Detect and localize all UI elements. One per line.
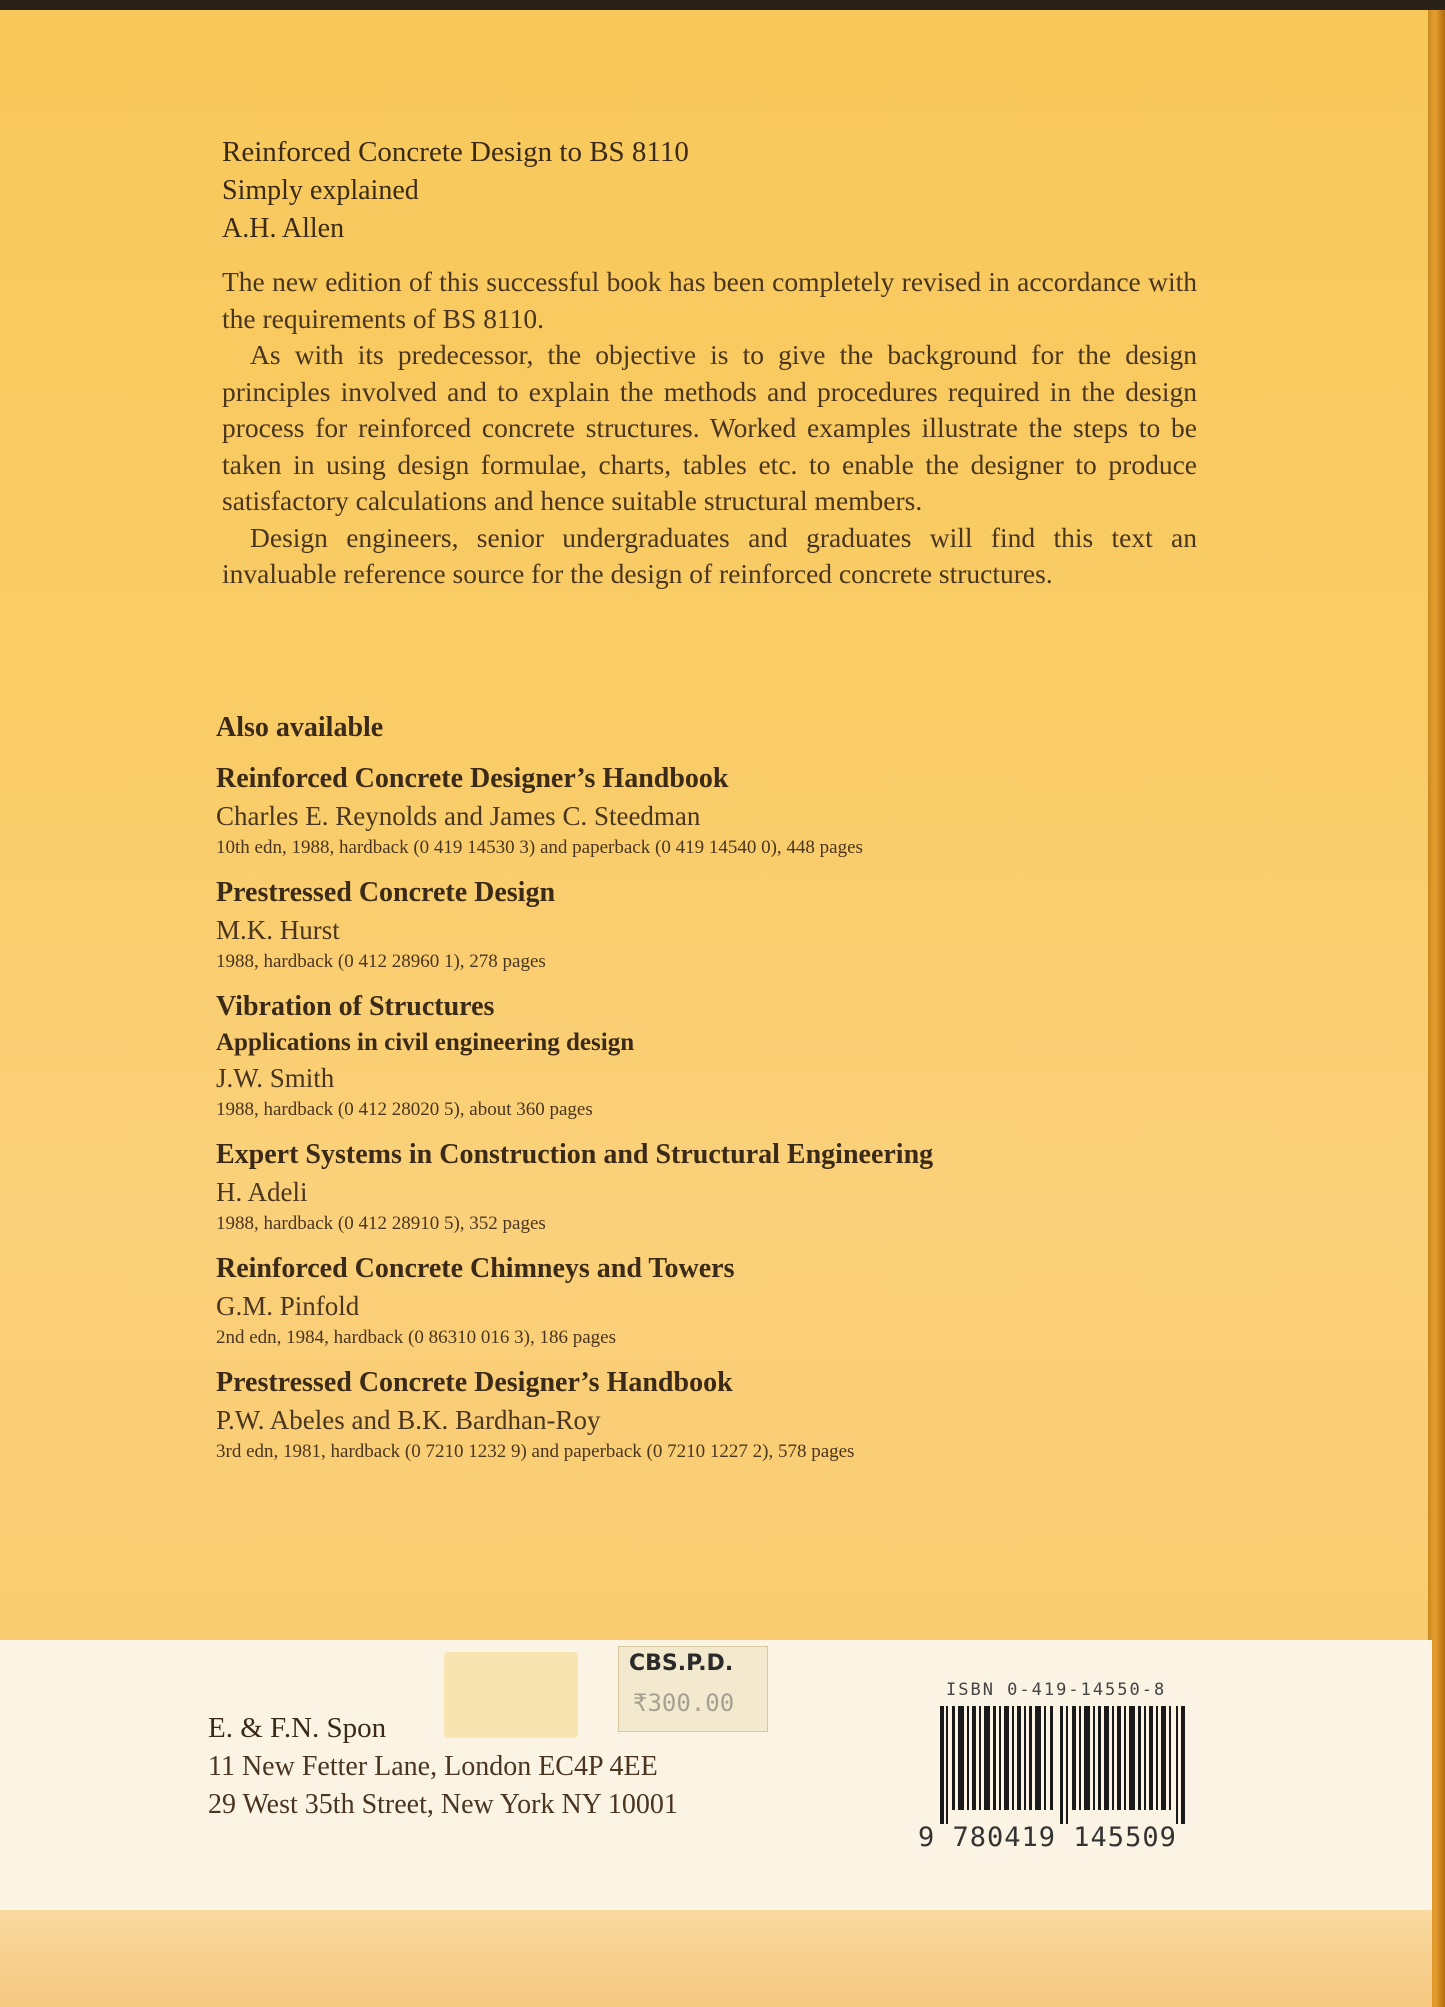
barcode-icon xyxy=(940,1706,1192,1824)
description-paragraph: The new edition of this successful book has been completely revised in accordance with the requirements of BS 8110. xyxy=(222,266,1197,334)
list-item xyxy=(216,760,1216,862)
description-paragraph: Design engineers, senior undergraduates and graduates will find this text an invaluable reference source for the design of reinforced concrete structures. xyxy=(222,521,1197,589)
price-sticker-price: ₹300.00 xyxy=(633,1689,735,1717)
price-sticker-label: CBS.P.D. xyxy=(629,1651,734,1676)
related-book-authors: H. Adeli xyxy=(216,1177,308,1207)
related-book-title: Reinforced Concrete Chimneys and Towers xyxy=(216,1253,735,1284)
related-book-title: Reinforced Concrete Designer’s Handbook xyxy=(216,763,729,794)
publisher-address-london: 11 New Fetter Lane, London EC4P 4EE xyxy=(208,1751,658,1782)
related-book-details: 1988, hardback (0 412 28910 5), 352 pages xyxy=(216,1213,546,1234)
related-book-authors: Charles E. Reynolds and James C. Steedman xyxy=(216,801,701,831)
book-author: A.H. Allen xyxy=(222,213,345,244)
publisher-block xyxy=(208,1708,678,1824)
list-item xyxy=(216,1136,1216,1238)
barcode-number: 9 780419 145509 xyxy=(918,1822,1177,1853)
publisher-address-newyork: 29 West 35th Street, New York NY 10001 xyxy=(208,1789,678,1820)
related-book-subtitle: Applications in civil engineering design xyxy=(216,1029,635,1056)
related-book-title: Prestressed Concrete Designer’s Handbook xyxy=(216,1367,733,1398)
list-item xyxy=(216,874,1216,976)
related-book-details: 2nd edn, 1984, hardback (0 86310 016 3), 186 pages xyxy=(216,1327,616,1348)
related-book-details: 1988, hardback (0 412 28960 1), 278 pages xyxy=(216,951,546,972)
related-book-authors: J.W. Smith xyxy=(216,1063,335,1093)
book-title: Reinforced Concrete Design to BS 8110 xyxy=(222,136,689,168)
related-book-details: 3rd edn, 1981, hardback (0 7210 1232 9) and paperback (0 7210 1227 2), 578 pages xyxy=(216,1441,855,1462)
related-book-title: Expert Systems in Construction and Structural Engineering xyxy=(216,1139,934,1170)
book-description-block xyxy=(222,132,1197,593)
related-book-authors: P.W. Abeles and B.K. Bardhan-Roy xyxy=(216,1405,601,1435)
list-item xyxy=(216,1250,1216,1352)
list-item xyxy=(216,988,1216,1124)
description-paragraph: As with its predecessor, the objective is to give the background for the design principles involved and to explain the methods and procedures required in the design process for reinforced concrete structures. Worked examples illustrate the steps to be taken in using design formulae, charts, tables etc. to enable the designer to produce satisfactory calculations and hence suitable structural members. xyxy=(222,339,1197,516)
book-subtitle: Simply explained xyxy=(222,175,419,206)
related-book-authors: G.M. Pinfold xyxy=(216,1291,360,1321)
related-book-authors: M.K. Hurst xyxy=(216,915,340,945)
cover-bottom-strip xyxy=(0,1910,1432,2007)
also-available-heading: Also available xyxy=(216,712,384,743)
related-book-details: 10th edn, 1988, hardback (0 419 14530 3) and paperback (0 419 14540 0), 448 pages xyxy=(216,837,863,858)
isbn-label: ISBN 0-419-14550-8 xyxy=(946,1680,1167,1700)
also-available-section xyxy=(216,708,1216,1478)
related-book-details: 1988, hardback (0 412 28020 5), about 360 pages xyxy=(216,1099,593,1120)
related-book-title: Vibration of Structures xyxy=(216,991,495,1022)
publisher-name: E. & F.N. Spon xyxy=(208,1712,387,1744)
related-book-title: Prestressed Concrete Design xyxy=(216,877,556,908)
list-item xyxy=(216,1364,1216,1466)
